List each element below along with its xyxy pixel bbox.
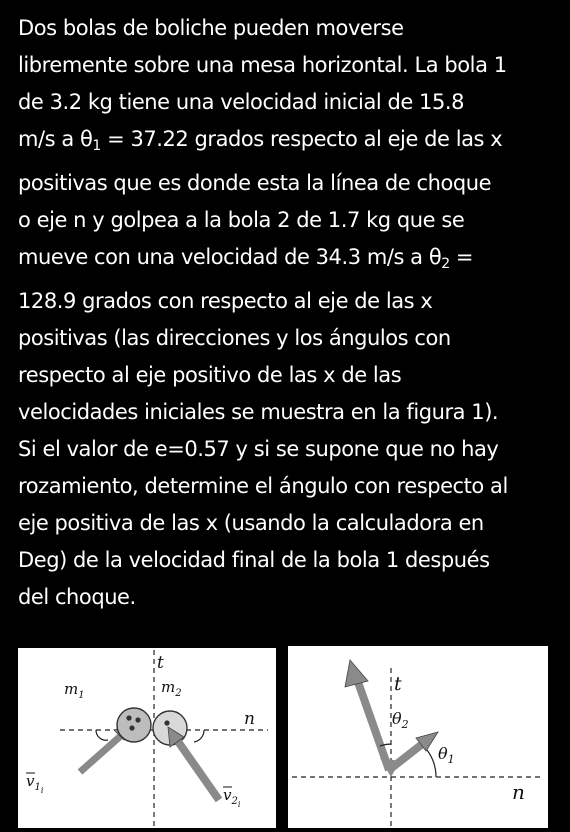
v2-arrow (177, 740, 219, 800)
problem-line: 128.9 grados con respecto al eje de las x (18, 289, 433, 313)
ball-1-hole (126, 715, 131, 720)
n-label: n (512, 780, 525, 804)
theta1-arc (96, 730, 108, 740)
problem-line: rozamiento, determine el ángulo con respecto al (18, 474, 508, 498)
problem-line: de 3.2 kg tiene una velocidad inicial de 15.8 (18, 90, 465, 114)
problem-line: o eje n y golpea a la bola 2 de 1.7 kg que se (18, 208, 465, 232)
velocity-direction-diagram (288, 646, 548, 828)
problem-line: m/s a $\theta_1 = 37.22$ grados respecto al eje de las x (18, 127, 503, 154)
problem-line: Deg) de la velocidad final de la bola 1 después (18, 548, 490, 572)
problem-line: respecto al eje positivo de las x de las (18, 363, 402, 387)
collision-figure (18, 648, 276, 828)
m1-label: $m_1$ (64, 680, 85, 701)
ball-1 (117, 708, 151, 742)
velocity-direction-figure (288, 646, 548, 828)
problem-line: velocidades iniciales se muestra en la figura 1). (18, 400, 499, 424)
m2-label: $m_2$ (161, 678, 182, 699)
problem-line: eje positiva de las x (usando la calculadora en (18, 511, 484, 535)
v1-label: $v_{1i}$ (26, 772, 44, 795)
v2-direction-arrowhead-icon (345, 660, 368, 687)
theta1-arc (427, 750, 436, 777)
problem-line: positivas que es donde esta la línea de choque (18, 171, 492, 195)
theta2-arc (194, 730, 204, 742)
ball-1-hole (135, 717, 140, 722)
ball-1-hole (129, 725, 134, 730)
collision-diagram (18, 648, 276, 828)
v2-direction-arrow (358, 682, 389, 770)
problem-line: positivas (las direcciones y los ángulos con (18, 326, 451, 350)
problem-line: del choque. (18, 585, 136, 609)
v2-label: $v_{2i}$ (223, 786, 241, 809)
problem-line: mueve con una velocidad de 34.3 m/s a $\theta_2$ = (18, 245, 474, 272)
theta1-label: $\theta_1$ (438, 744, 455, 766)
t-label: t (157, 653, 164, 673)
problem-line: Si el valor de e=0.57 y si se supone que no hay (18, 437, 499, 461)
problem-line: Dos bolas de boliche pueden moverse (18, 16, 404, 40)
theta2-label: $\theta_2$ (392, 709, 409, 731)
problem-statement (18, 10, 558, 616)
problem-line: libremente sobre una mesa horizontal. La bola 1 (18, 53, 507, 77)
n-label: n (244, 709, 255, 729)
ball-2-hole (164, 720, 169, 725)
t-label: t (394, 673, 402, 695)
